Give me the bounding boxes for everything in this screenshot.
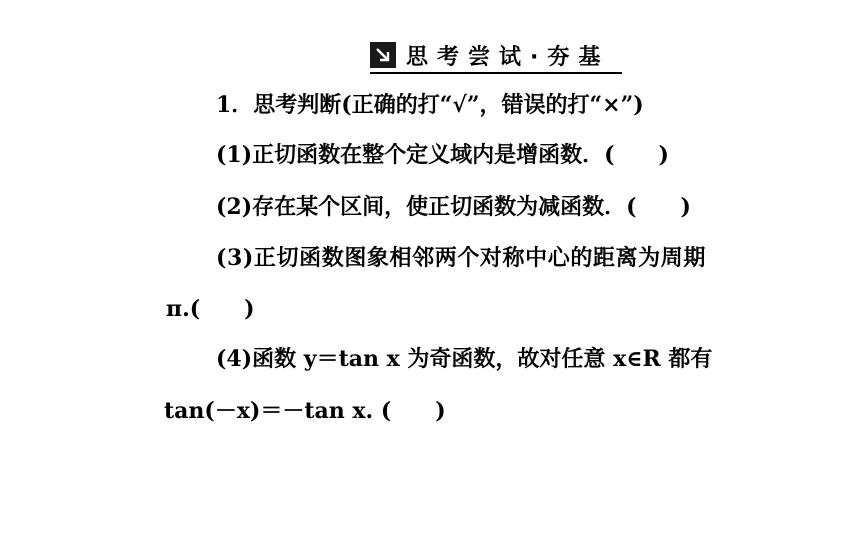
statement-3-continued: π.( ): [166, 296, 255, 322]
statement-2: (2)存在某个区间，使正切函数为减函数．( ): [216, 194, 691, 220]
statement-1: (1)正切函数在整个定义域内是增函数．( ): [216, 142, 669, 168]
question-stem: 1．思考判断(正确的打“√”，错误的打“×”): [216, 92, 644, 118]
statement-4: (4)函数 y＝tan x 为奇函数，故对任意 x∈R 都有: [216, 346, 713, 372]
statement-3: (3)正切函数图象相邻两个对称中心的距离为周期: [216, 245, 706, 271]
statement-4-continued: tan(－x)＝－tan x. ( ): [164, 398, 446, 424]
arrow-down-right-icon: [370, 42, 396, 68]
section-title: 思考尝试·夯基: [406, 44, 610, 70]
section-header: [370, 38, 622, 74]
